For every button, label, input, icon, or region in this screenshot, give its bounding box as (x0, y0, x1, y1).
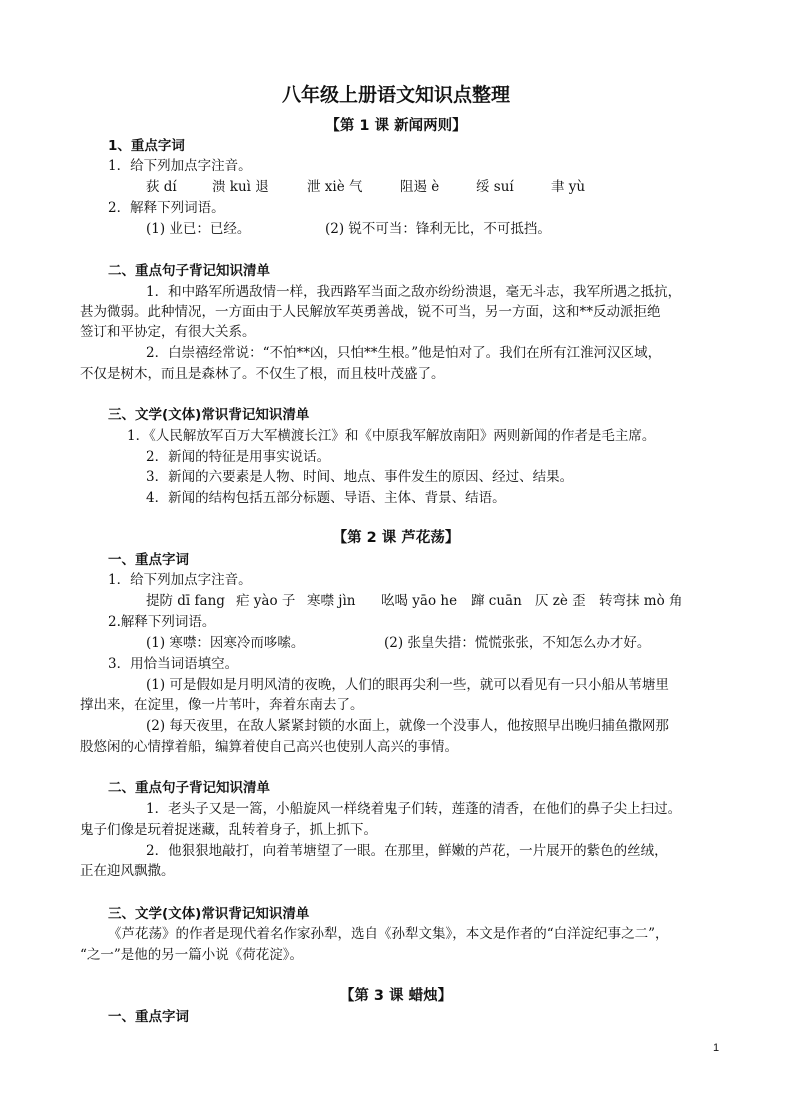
list-item: 2．新闻的特征是用事实说话。 (146, 449, 331, 465)
pinyin-word: 绥 suí (476, 179, 514, 195)
paragraph-line: 撑出来，在淀里，像一片苇叶，奔着东南去了。 (80, 697, 364, 713)
definition: (2) 张皇失措：慌慌张张，不知怎么办才好。 (384, 635, 651, 651)
lesson2-question1: 1．给下列加点字注音。 (108, 572, 252, 588)
paragraph-line: 签订和平协定，有很大关系。 (80, 324, 256, 340)
page-title: 八年级上册语文知识点整理 (281, 84, 510, 106)
list-item: 3．新闻的六要素是人物、时间、地点、事件发生的原因、经过、结果。 (146, 469, 574, 485)
list-item: 4．新闻的结构包括五部分标题、导语、主体、背景、结语。 (146, 490, 506, 506)
pinyin-word: 阻遏 è (400, 179, 440, 195)
lesson1-section1-title: 1、重点字词 (108, 138, 185, 154)
paragraph-line: 2．他狠狠地敲打，向着苇塘望了一眼。在那里，鲜嫩的芦花，一片展开的紫色的丝绒， (146, 843, 668, 859)
pinyin-word: 溃 kuì 退 (212, 179, 269, 195)
pinyin-word: 转弯抹 mò 角 (599, 593, 683, 609)
pinyin-word: 提防 dī fang (146, 593, 225, 609)
pinyin-word: 仄 zè 歪 (535, 593, 586, 609)
lesson2-section1-title: 一、重点字词 (108, 552, 189, 568)
pinyin-word: 疟 yào 子 (236, 593, 296, 609)
list-item: 1．《人民解放军百万大军横渡长江》和《中原我军解放南阳》两则新闻的作者是毛主席。 (127, 428, 656, 444)
pinyin-word: 聿 yù (551, 179, 586, 195)
paragraph-line: 2．白崇禧经常说：“不怕**凶，只怕**生根。”他是怕对了。我们在所有江淮河汉区域， (146, 345, 662, 361)
lesson3-section1-title: 一、重点字词 (108, 1009, 189, 1025)
lesson1-question1: 1．给下列加点字注音。 (108, 158, 252, 174)
lesson2-question3: 3．用恰当词语填空。 (108, 656, 239, 672)
paragraph-line: 鬼子们像是玩着捉迷藏，乱转着身子，抓上抓下。 (80, 822, 377, 838)
lesson2-question2: 2.解释下列词语。 (108, 614, 216, 630)
paragraph-line: 甚为微弱。此种情况，一方面由于人民解放军英勇善战，锐不可当，另一方面，这和**反动派拒绝 (80, 304, 661, 320)
paragraph-line: (2) 每天夜里，在敌人紧紧封锁的水面上，就像一个没事人，他按照早出晚归捕鱼撒网那 (146, 718, 669, 734)
paragraph-line: (1) 可是假如是月明风清的夜晚，人们的眼再尖利一些，就可以看见有一只小船从苇塘里 (146, 677, 669, 693)
paragraph-line: 正在迎风飘撒。 (80, 863, 175, 879)
paragraph-line: 股悠闲的心情撑着船，编算着使自己高兴也使别人高兴的事情。 (80, 739, 458, 755)
paragraph-line: 不仅是树木，而且是森林了。不仅生了根，而且枝叶茂盛了。 (80, 366, 445, 382)
definition: (1) 寒噤：因寒冷而哆嗦。 (146, 635, 305, 651)
lesson1-section3-title: 三、文学(文体)常识背记知识清单 (108, 407, 310, 423)
definition: (1) 业已：已经。 (146, 221, 251, 237)
lesson2-heading: 【第 2 课 芦花荡】 (332, 530, 460, 546)
definition: (2) 锐不可当：锋利无比，不可抵挡。 (325, 221, 551, 237)
pinyin-word: 泄 xiè 气 (307, 179, 363, 195)
lesson2-section2-title: 二、重点句子背记知识清单 (108, 780, 270, 796)
page-number: 1 (713, 1042, 720, 1054)
lesson1-section2-title: 二、重点句子背记知识清单 (108, 263, 270, 279)
lesson2-section3-title: 三、文学(文体)常识背记知识清单 (108, 906, 310, 922)
pinyin-word: 荻 dí (146, 179, 177, 195)
lesson3-heading: 【第 3 课 蜡烛】 (339, 988, 453, 1004)
paragraph-line: 1．和中路军所遇敌情一样，我西路军当面之敌亦纷纷溃退，毫无斗志，我军所遇之抵抗， (146, 284, 682, 300)
paragraph-line: 《芦花荡》的作者是现代着名作家孙犁，选自《孙犁文集》，本文是作者的“白洋淀纪事之二”， (108, 926, 669, 942)
pinyin-word: 蹿 cuān (471, 593, 522, 609)
pinyin-word: 吆喝 yāo he (381, 593, 458, 609)
paragraph-line: “之一”是他的另一篇小说《荷花淀》。 (80, 947, 304, 963)
lesson1-heading: 【第 1 课 新闻两则】 (325, 118, 467, 134)
paragraph-line: 1．老头子又是一篙，小船旋风一样绕着鬼子们转，莲蓬的清香，在他们的鼻子尖上扫过。 (146, 801, 682, 817)
lesson1-question2: 2．解释下列词语。 (108, 200, 225, 216)
pinyin-word: 寒噤 jìn (307, 593, 356, 609)
